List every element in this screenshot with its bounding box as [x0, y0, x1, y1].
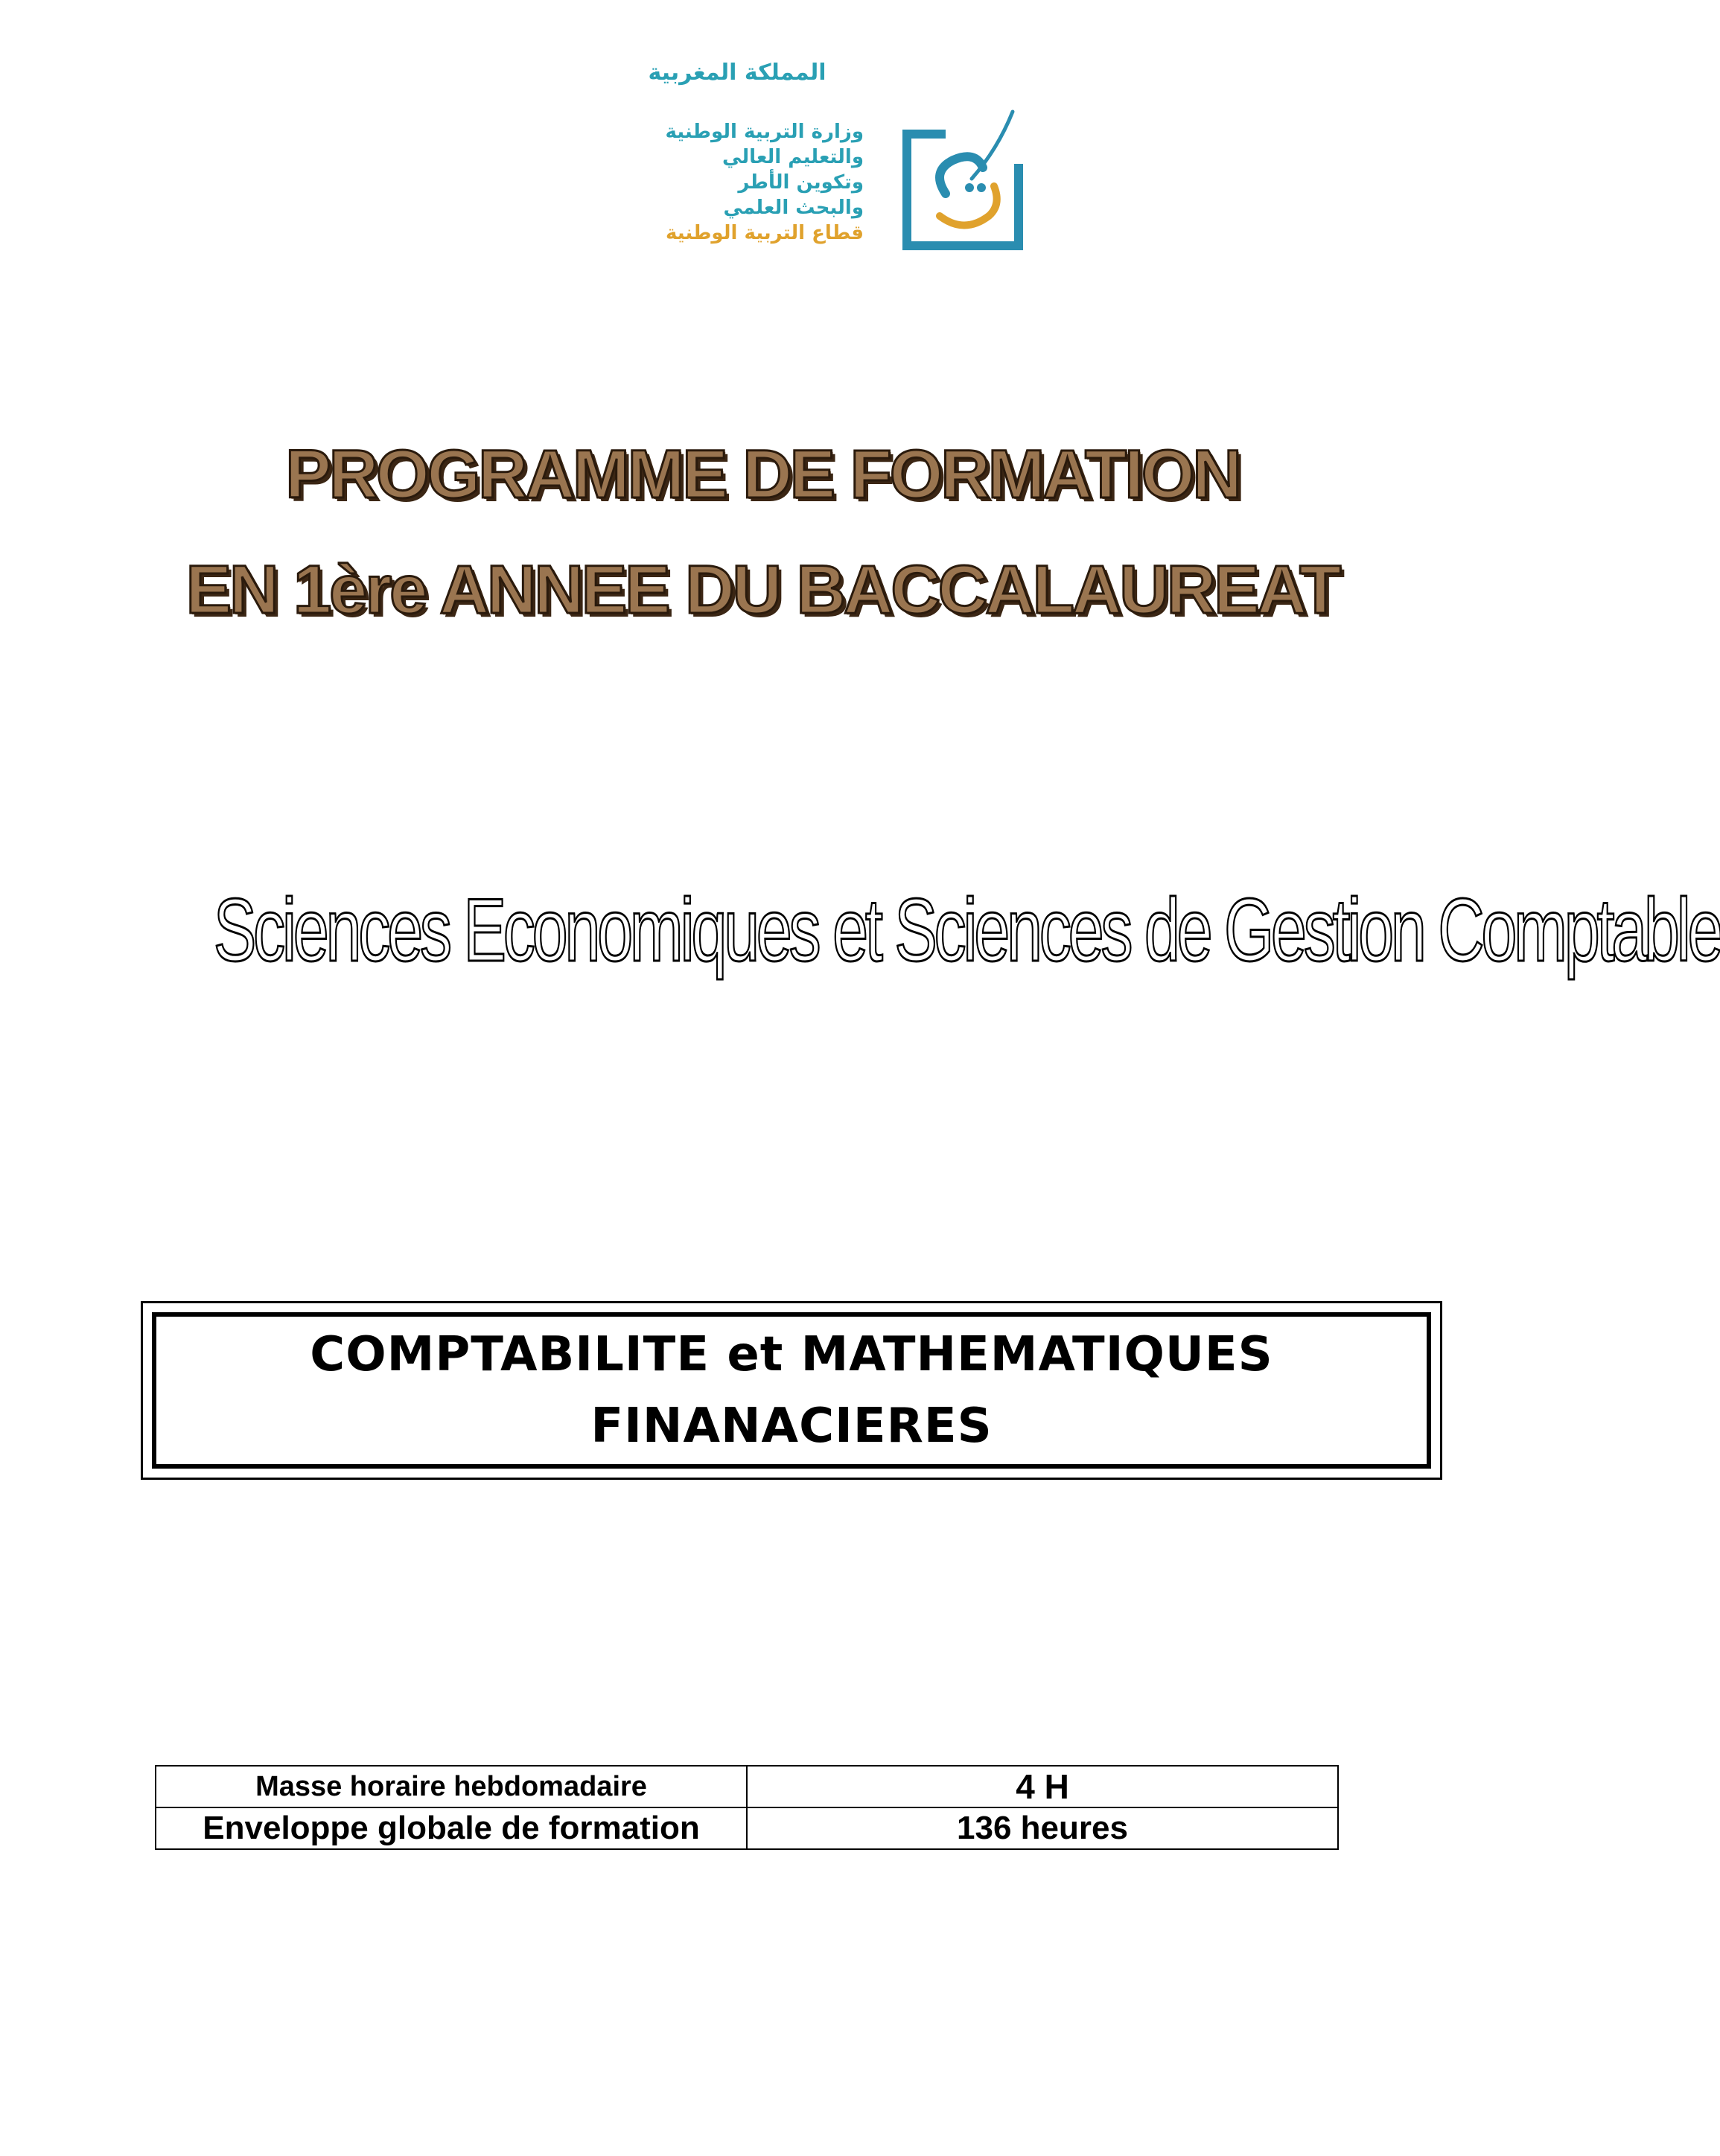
ministry-line: وتكوين الأطر [738, 171, 864, 194]
program-title-line-2: EN 1ère ANNEE DU BACCALAUREAT [185, 552, 1340, 628]
subject-box-inner [152, 1312, 1431, 1469]
weekly-hours-value: 4 H [747, 1766, 1338, 1807]
ministry-line: والبحث العلمي [723, 197, 864, 219]
program-title-line-1: PROGRAMME DE FORMATION [285, 436, 1240, 512]
ministry-logo-block [566, 45, 1028, 268]
table-row [156, 1766, 1338, 1807]
kingdom-name: المملكة المغربية [648, 60, 826, 86]
sector-name: قطاع التربية الوطنية [665, 222, 864, 244]
ministry-emblem-icon [901, 104, 1028, 253]
table-row [156, 1807, 1338, 1849]
total-hours-label: Enveloppe globale de formation [156, 1807, 747, 1849]
track-subtitle: Sciences Economiques et Sciences de Gestion Comptable [213, 880, 1720, 980]
ministry-line: وزارة التربية الوطنية [665, 121, 864, 143]
subject-title-line-2: FINANACIERES [590, 1399, 993, 1454]
hours-table [155, 1765, 1339, 1850]
weekly-hours-label: Masse horaire hebdomadaire [156, 1766, 747, 1807]
ministry-line: والتعليم العالي [722, 146, 864, 168]
subject-box [141, 1301, 1442, 1480]
total-hours-value: 136 heures [747, 1807, 1338, 1849]
subject-title-line-1: COMPTABILITE et MATHEMATIQUES [310, 1327, 1273, 1382]
ministry-name [566, 119, 864, 246]
